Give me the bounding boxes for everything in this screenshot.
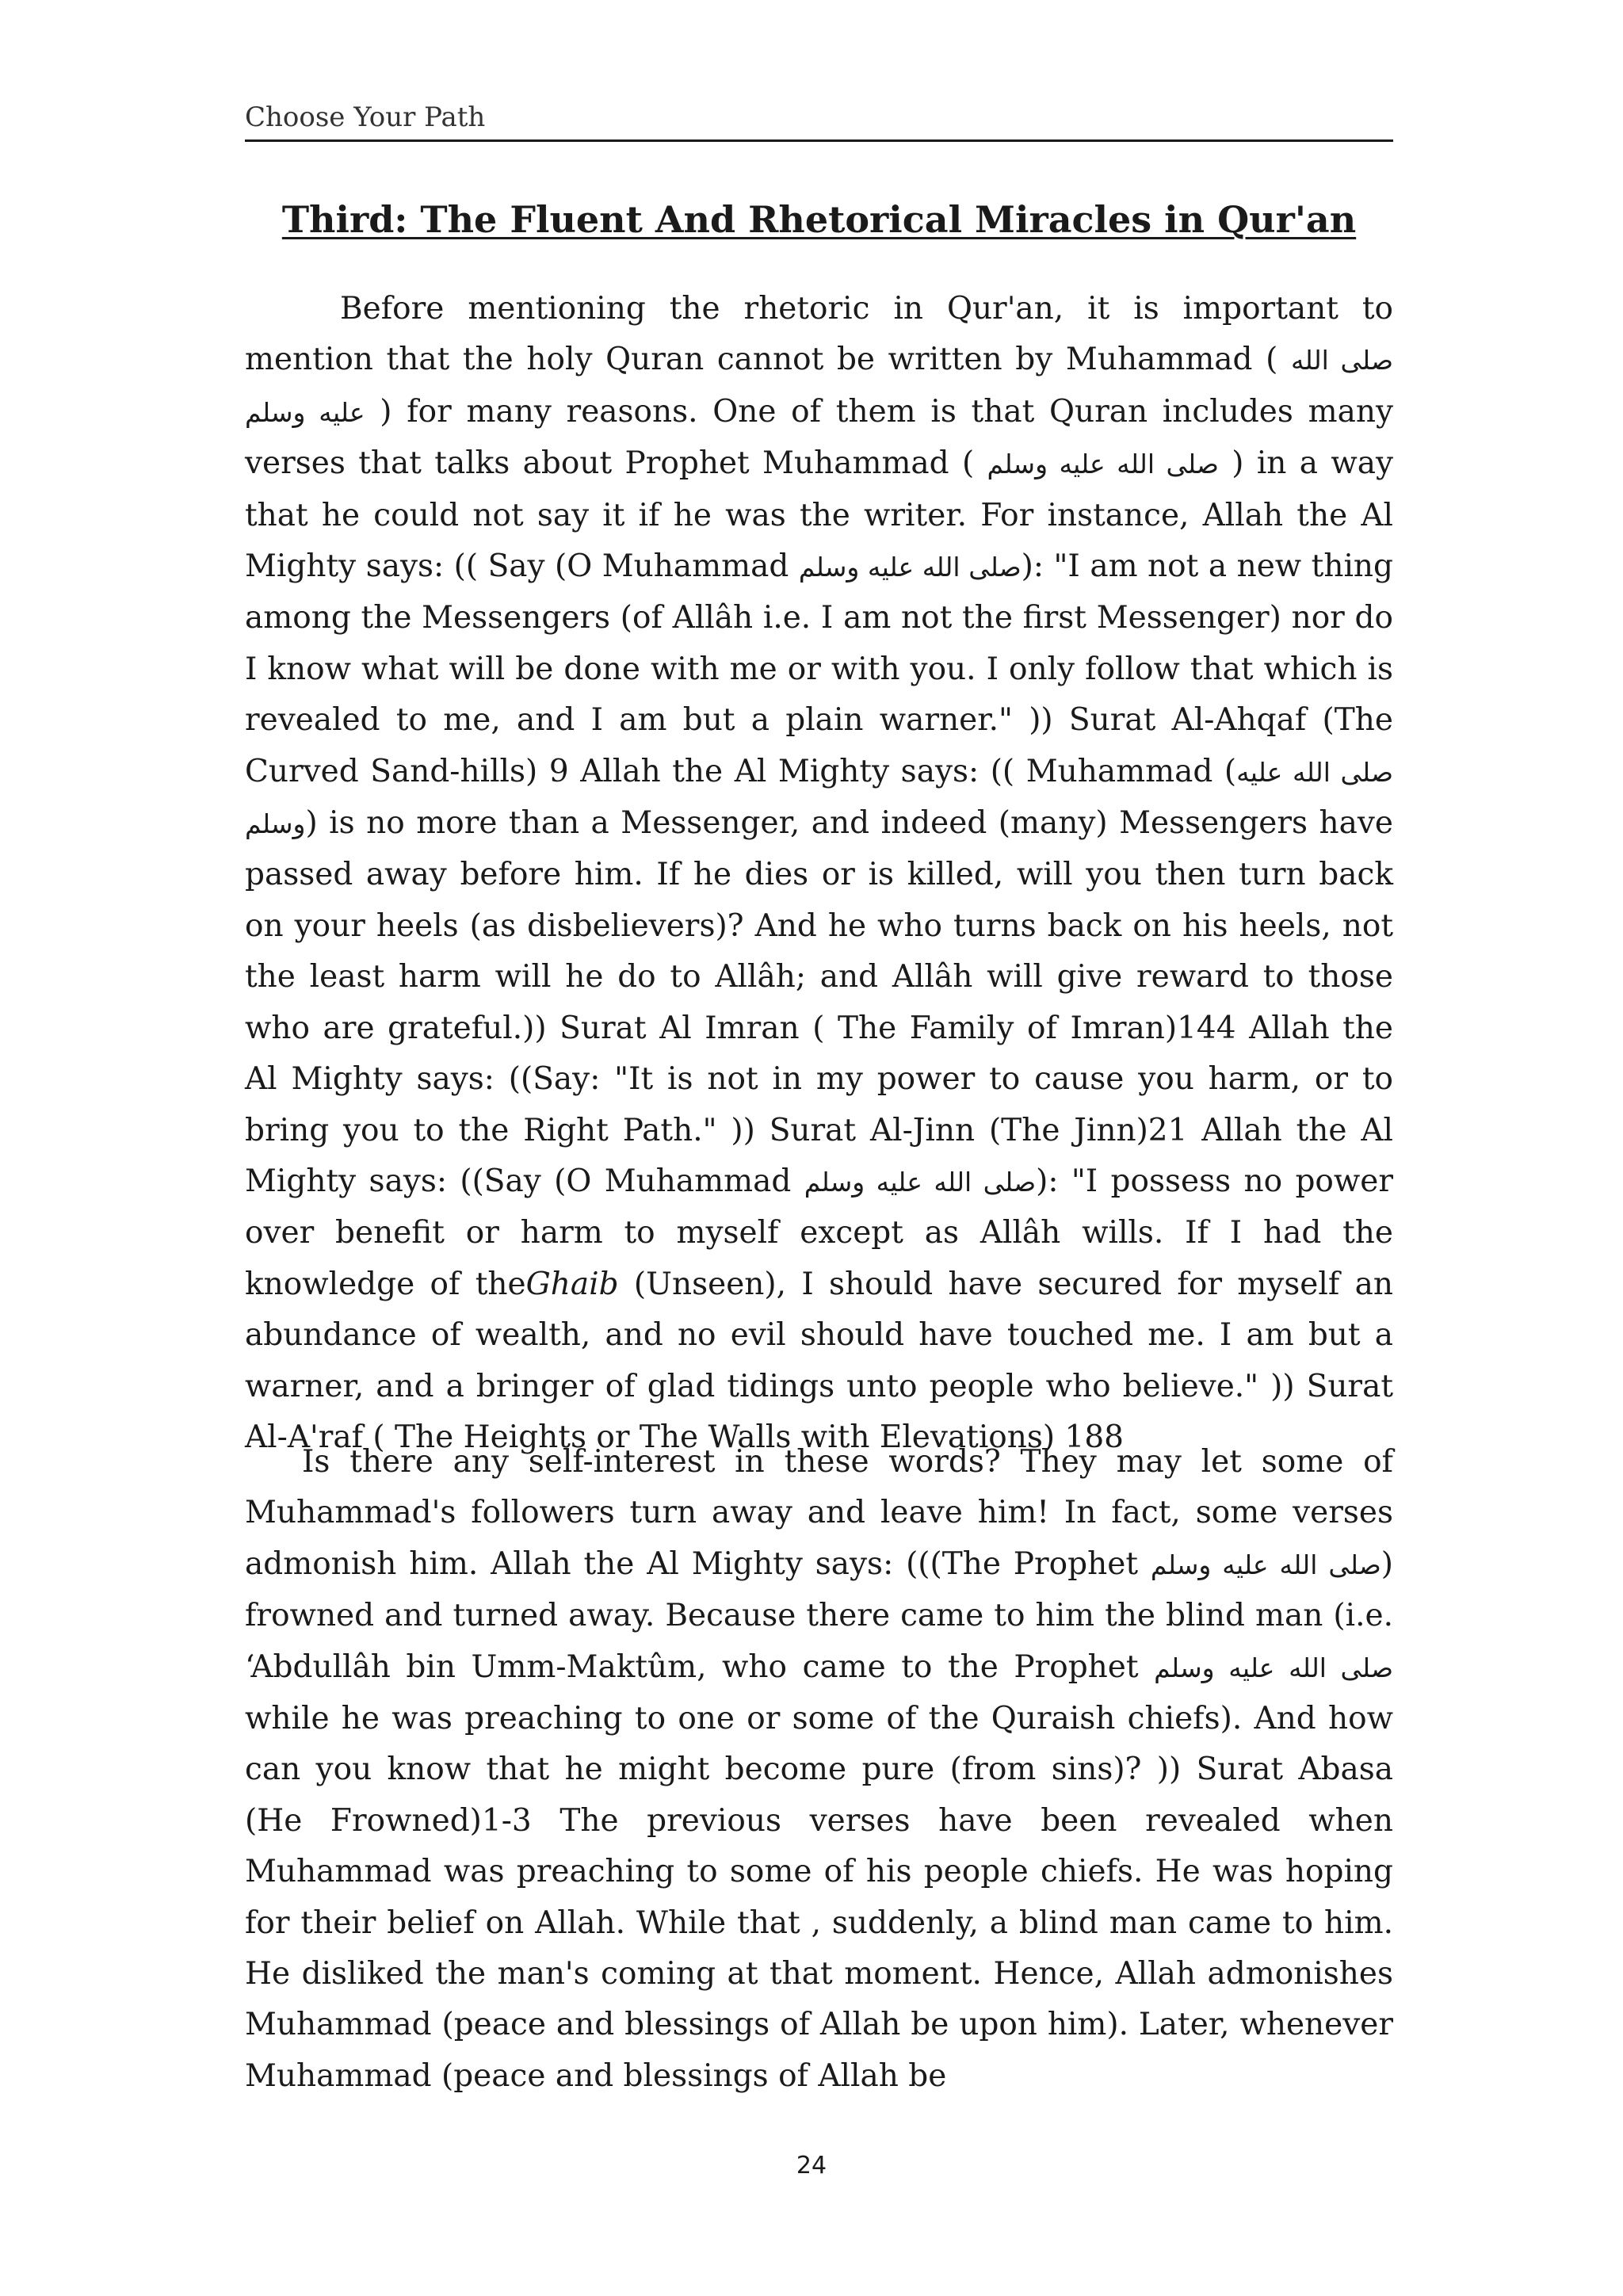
text-run: (Unseen), I should have secured for myself an abundance of wealth, and no evil should have touched me. I am but a warner, and a bringer of glad tidings unto people who believe." )) Surat Al-A'raf ( The Heights or The Walls with Elevations) 188 (245, 1266, 1393, 1455)
text-run: ): "I possess no power over benefit or harm to myself except as Allâh wills. If I had the knowledge of the (245, 1163, 1393, 1302)
text-run: ): "I am not a new thing among the Messengers (of Allâh i.e. I am not the first Messenger) nor do I know what will be done with me or with you. I only follow that which is revealed to me, and I am but a plain warner." )) Surat Al-Ahqaf (The Curved Sand-hills) 9 Allah the Al Mighty says: (( Muhammad ( (245, 548, 1393, 789)
body-paragraph-1 (245, 284, 1393, 1463)
section-heading: Third: The Fluent And Rhetorical Miracles in Qur'an (281, 198, 1357, 241)
arabic-honorific: صلى الله عليه وسلم (987, 449, 1219, 480)
arabic-honorific: صلى الله عليه وسلم (804, 1166, 1037, 1198)
arabic-honorific: صلى الله عليه وسلم (1154, 1652, 1394, 1683)
text-run: Before mentioning the rhetoric in Qur'an, it is important to mention that the holy Quran cannot be written by Muhammad ( (245, 291, 1393, 378)
text-run: ) is no more than a Messenger, and indeed (many) Messengers have passed away before him. If he dies or is killed, will you then turn back on your heels (as disbelievers)? And he who turns back on his heels, not the least harm will he do to Allâh; and Allâh will give reward to those who are grateful.)) Surat Al Imran ( The Family of Imran)144 Allah the Al Mighty says: ((Say: "It is not in my power to cause you harm, or to bring you to the Right Path." )) Surat Al-Jinn (The Jinn)21 Allah the Al Mighty says: ((Say (O Muhammad (245, 805, 1393, 1199)
arabic-honorific: صلى الله عليه وسلم (1150, 1549, 1381, 1580)
text-run: Is there any self-interest in these words? They may let some of Muhammad's followers turn away and leave him! In fact, some verses admonish him. Allah the Al Mighty says: (((The Prophet (245, 1444, 1393, 1582)
arabic-honorific: صلى الله عليه وسلم (798, 552, 1022, 583)
arabic-honorific: صلى الله عليه وسلم (245, 345, 1393, 428)
text-run: ) for many reasons. One of them is that Quran includes many verses that talks about Prophet Muhammad ( (245, 393, 1393, 482)
body-paragraph-2 (245, 1437, 1393, 2102)
text-run: ) in a way that he could not say it if he was the writer. For instance, Allah the Al Mighty says: (( Say (O Muhammad (245, 445, 1394, 585)
text-run: ) frowned and turned away. Because there came to him the blind man (i.e. ‘Abdullâh bin Umm-Maktûm, who came to the Prophet (245, 1545, 1394, 1685)
page-number: 24 (796, 2152, 827, 2179)
italic-term: Ghaib (525, 1266, 619, 1302)
text-run: while he was preaching to one or some of the Quraish chiefs). And how can you know that he might become pure (from sins)? )) Surat Abasa (He Frowned)1-3 The previous verses have been revealed when Muhammad was preaching to some of his people chiefs. He was hoping for their belief on Allah. While that , suddenly, a blind man came to him. He disliked the man's coming at that moment. Hence, Allah admonishes Muhammad (peace and blessings of Allah be upon him). Later, whenever Muhammad (peace and blessings of Allah be (245, 1701, 1393, 2094)
running-header (245, 95, 1393, 142)
running-header-title: Choose Your Path (245, 101, 486, 133)
arabic-honorific: صلى الله عليه وسلم (245, 756, 1393, 840)
